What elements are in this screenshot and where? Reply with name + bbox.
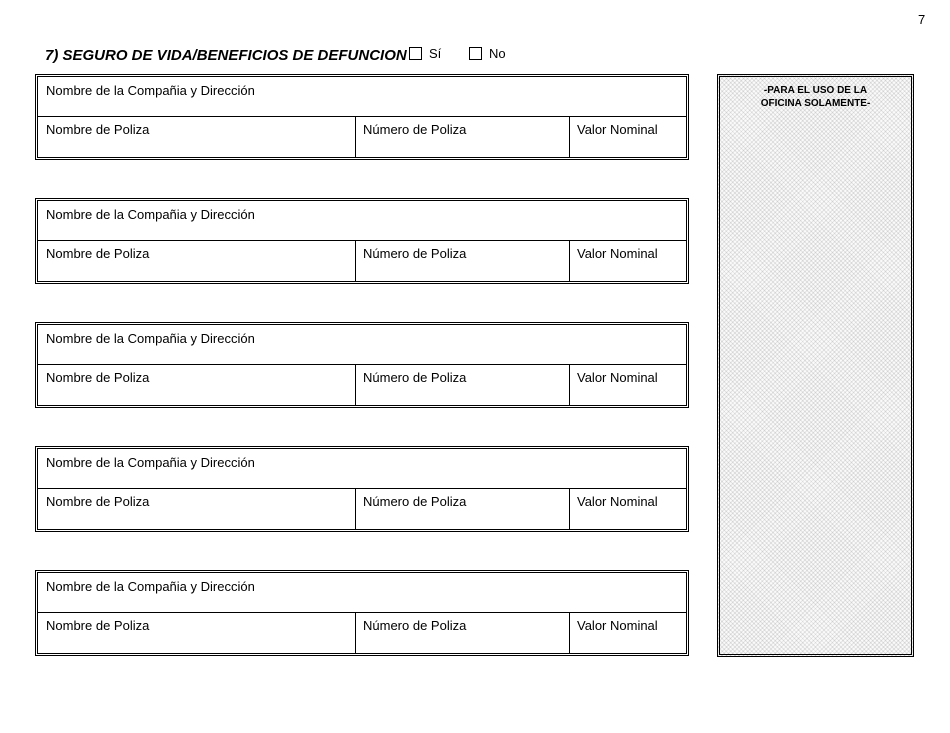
office-use-label — [720, 84, 911, 110]
policy-block-2 — [35, 198, 689, 284]
company-address-field[interactable] — [38, 201, 686, 241]
policy-name-field[interactable] — [38, 488, 356, 529]
policy-number-field[interactable] — [355, 240, 570, 281]
policy-number-field[interactable] — [355, 364, 570, 405]
policy-row — [38, 488, 686, 529]
section-title: 7) SEGURO DE VIDA/BENEFICIOS DE DEFUNCION — [45, 47, 407, 64]
policy-name-label: Nombre de Poliza — [46, 122, 150, 137]
policy-row — [38, 364, 686, 405]
face-value-label: Valor Nominal — [577, 370, 658, 385]
face-value-field[interactable] — [569, 116, 686, 157]
policy-row — [38, 116, 686, 157]
policy-name-field[interactable] — [38, 612, 356, 653]
company-address-field[interactable] — [38, 449, 686, 489]
policy-name-label: Nombre de Poliza — [46, 370, 150, 385]
policy-number-label: Número de Poliza — [363, 618, 467, 633]
company-address-label: Nombre de la Compañia y Dirección — [46, 207, 255, 222]
face-value-field[interactable] — [569, 488, 686, 529]
policy-name-label: Nombre de Poliza — [46, 618, 150, 633]
company-address-field[interactable] — [38, 77, 686, 117]
si-checkbox[interactable] — [409, 47, 422, 60]
policy-name-label: Nombre de Poliza — [46, 494, 150, 509]
option-no[interactable] — [469, 46, 506, 61]
no-label: No — [489, 46, 506, 61]
policy-name-field[interactable] — [38, 116, 356, 157]
company-address-label: Nombre de la Compañia y Dirección — [46, 579, 255, 594]
policy-name-field[interactable] — [38, 240, 356, 281]
policy-number-label: Número de Poliza — [363, 122, 467, 137]
face-value-field[interactable] — [569, 240, 686, 281]
policy-number-label: Número de Poliza — [363, 494, 467, 509]
policy-number-field[interactable] — [355, 488, 570, 529]
company-address-field[interactable] — [38, 325, 686, 365]
policy-row — [38, 240, 686, 281]
face-value-label: Valor Nominal — [577, 122, 658, 137]
no-checkbox[interactable] — [469, 47, 482, 60]
office-use-only-box — [717, 74, 914, 657]
face-value-field[interactable] — [569, 364, 686, 405]
policy-block-1 — [35, 74, 689, 160]
face-value-label: Valor Nominal — [577, 494, 658, 509]
policy-number-field[interactable] — [355, 116, 570, 157]
face-value-field[interactable] — [569, 612, 686, 653]
si-label: Sí — [429, 46, 442, 61]
policy-number-field[interactable] — [355, 612, 570, 653]
policy-block-3 — [35, 322, 689, 408]
company-address-label: Nombre de la Compañia y Dirección — [46, 331, 255, 346]
policy-row — [38, 612, 686, 653]
option-si[interactable] — [409, 46, 441, 61]
office-use-line-1: -PARA EL USO DE LA — [763, 85, 868, 96]
page-number: 7 — [918, 12, 926, 27]
policy-block-5 — [35, 570, 689, 656]
office-use-line-2: OFICINA SOLAMENTE- — [760, 98, 871, 109]
policy-name-field[interactable] — [38, 364, 356, 405]
company-address-label: Nombre de la Compañia y Dirección — [46, 455, 255, 470]
policy-number-label: Número de Poliza — [363, 370, 467, 385]
face-value-label: Valor Nominal — [577, 618, 658, 633]
company-address-field[interactable] — [38, 573, 686, 613]
policy-block-4 — [35, 446, 689, 532]
policy-number-label: Número de Poliza — [363, 246, 467, 261]
policy-name-label: Nombre de Poliza — [46, 246, 150, 261]
face-value-label: Valor Nominal — [577, 246, 658, 261]
company-address-label: Nombre de la Compañia y Dirección — [46, 83, 255, 98]
